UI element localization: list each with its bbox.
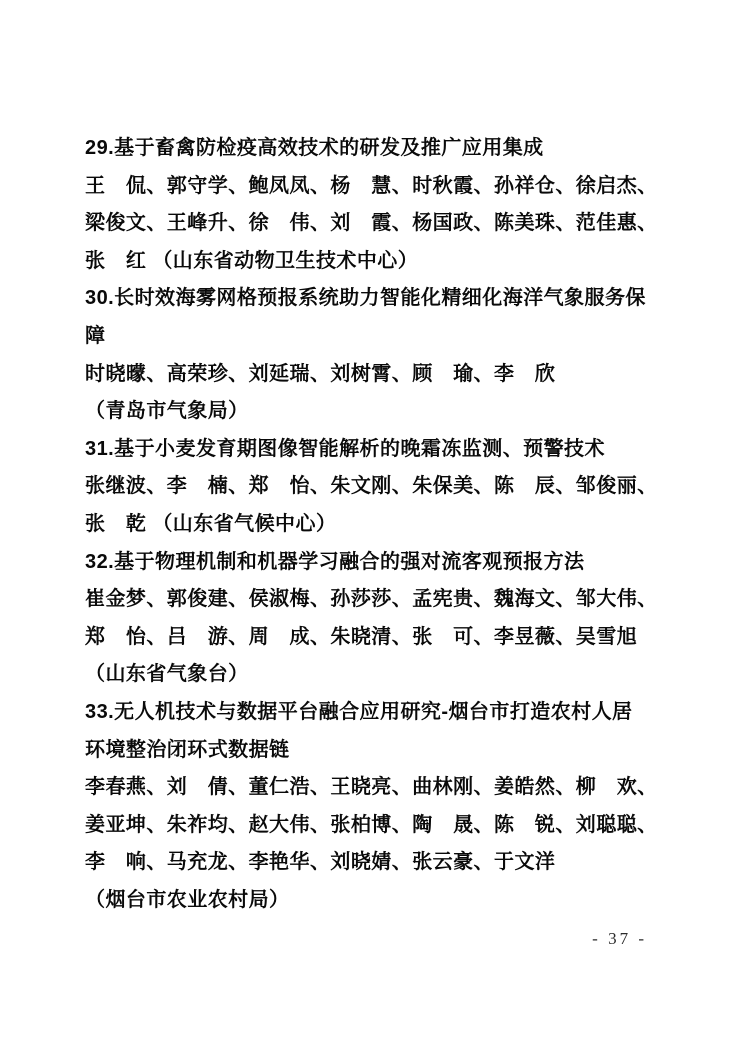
entry-31-members-org-line: 张 乾 （山东省气候中心） xyxy=(85,512,337,535)
entry-30 xyxy=(85,280,660,430)
entry-32-org-line: （山东省气象台） xyxy=(85,663,249,686)
entry-33-title-line-1: 33.无人机技术与数据平台融合应用研究-烟台市打造农村人居 xyxy=(85,700,633,723)
entry-33 xyxy=(85,694,660,920)
entry-30-title-line-1: 30.长时效海雾网格预报系统助力智能化精细化海洋气象服务保 xyxy=(85,287,646,310)
entry-30-members-line-1: 时晓曚、高荣珍、刘延瑞、刘树霄、顾 瑜、李 欣 xyxy=(85,362,556,385)
entry-33-members-line-3: 李 响、马充龙、李艳华、刘晓婧、张云豪、于文洋 xyxy=(85,851,556,874)
entry-33-org-line: （烟台市农业农村局） xyxy=(85,888,290,911)
entry-31-title: 31.基于小麦发育期图像智能解析的晚霜冻监测、预警技术 xyxy=(85,437,605,460)
document-body xyxy=(85,130,660,919)
entry-33-members-line-1: 李春燕、刘 倩、董仁浩、王晓亮、曲林刚、姜皓然、柳 欢、 xyxy=(85,776,658,799)
entry-29-members-org-line: 张 红 （山东省动物卫生技术中心） xyxy=(85,249,419,272)
entry-29-members-line-1: 王 侃、郭守学、鲍凤凤、杨 慧、时秋霞、孙祥仓、徐启杰、 xyxy=(85,174,658,197)
entry-32-members-line-2: 郑 怡、吕 游、周 成、朱晓清、张 可、李昱薇、吴雪旭 xyxy=(85,625,638,648)
entry-31-members-line-1: 张继波、李 楠、郑 怡、朱文刚、朱保美、陈 辰、邹俊丽、 xyxy=(85,475,658,498)
entry-30-org-line: （青岛市气象局） xyxy=(85,400,249,423)
entry-29 xyxy=(85,130,660,280)
entry-32 xyxy=(85,544,660,694)
page-number: - 37 - xyxy=(592,929,647,948)
entry-29-title: 29.基于畜禽防检疫高效技术的研发及推广应用集成 xyxy=(85,137,544,159)
entry-29-members-line-2: 梁俊文、王峰升、徐 伟、刘 霞、杨国政、陈美珠、范佳惠、 xyxy=(85,212,658,235)
entry-33-members-line-2: 姜亚坤、朱祚均、赵大伟、张柏博、陶 晟、陈 锐、刘聪聪、 xyxy=(85,813,658,836)
entry-33-title-line-2: 环境整治闭环式数据链 xyxy=(85,738,290,761)
entry-30-title-line-2: 障 xyxy=(85,324,106,347)
entry-31 xyxy=(85,431,660,544)
entry-32-members-line-1: 崔金梦、郭俊建、侯淑梅、孙莎莎、孟宪贵、魏海文、邹大伟、 xyxy=(85,588,658,611)
entry-32-title: 32.基于物理机制和机器学习融合的强对流客观预报方法 xyxy=(85,550,585,573)
